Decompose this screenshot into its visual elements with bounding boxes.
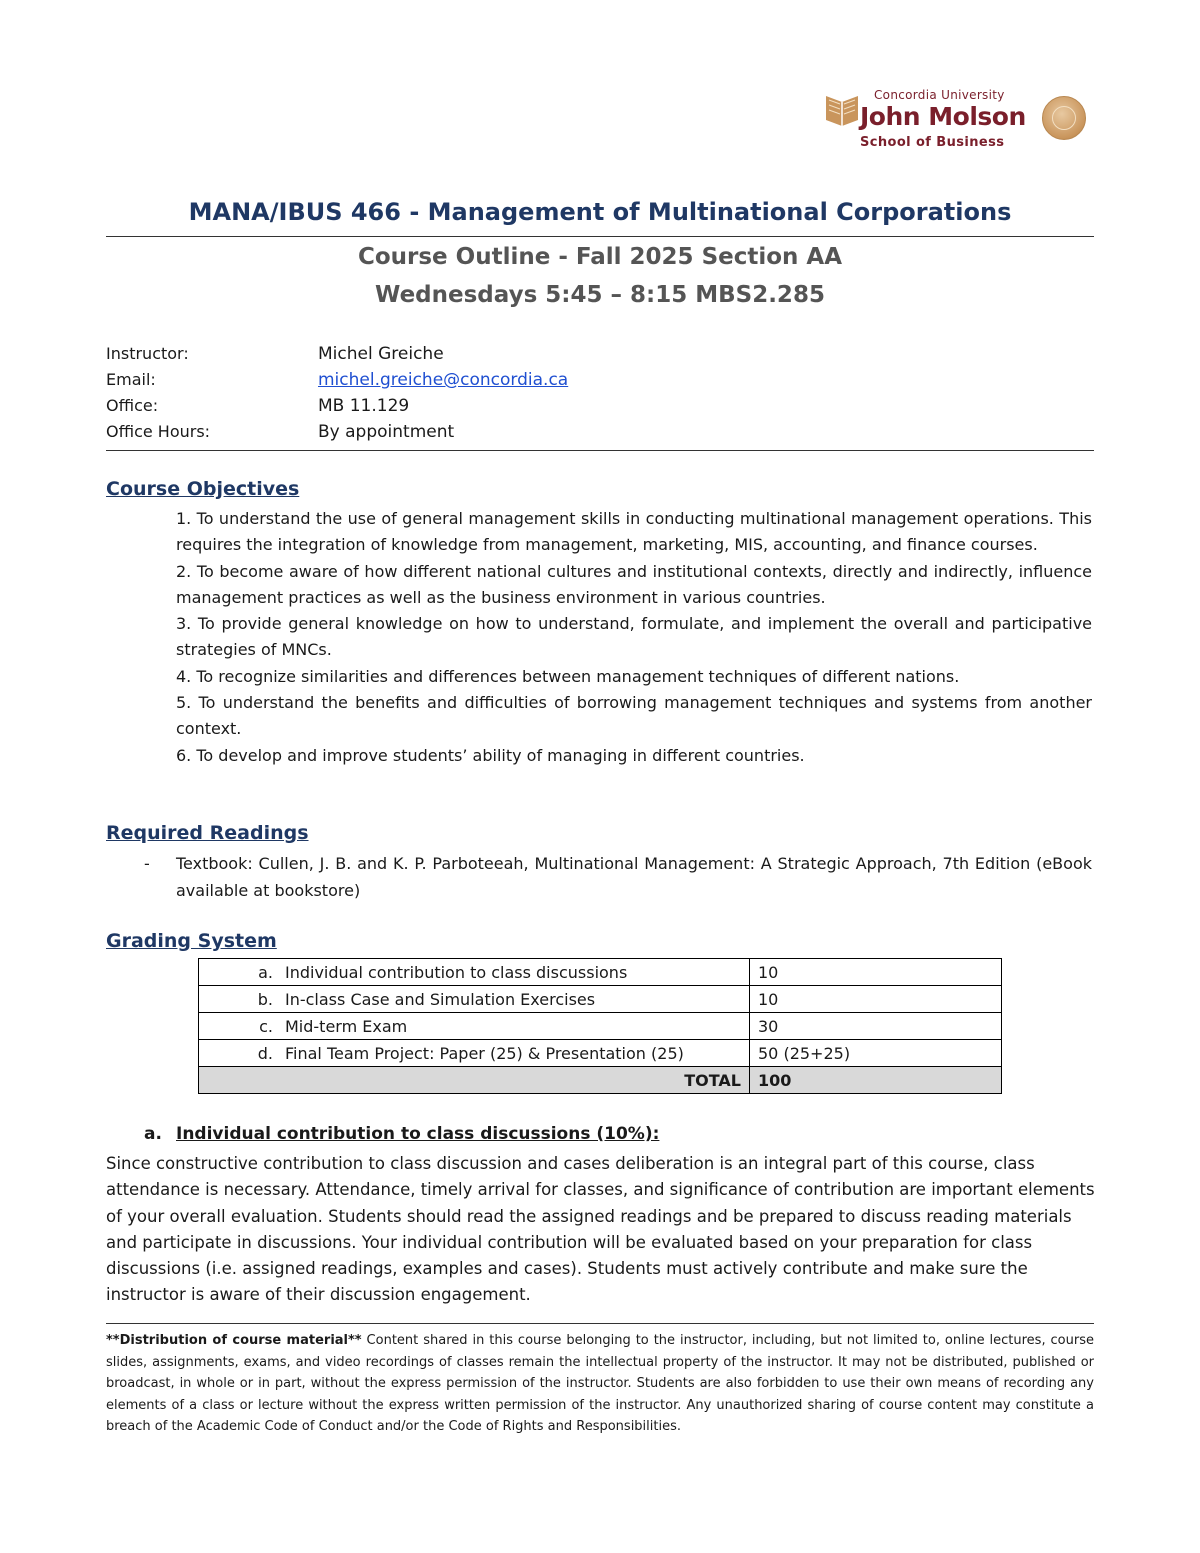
office-hours-label: Office Hours:: [106, 422, 211, 441]
objectives-heading: Course Objectives: [106, 478, 300, 500]
objective-item: 5. To understand the benefits and difficulties of borrowing management techniques and systems from another context.: [176, 693, 1092, 739]
logo-school: School of Business: [860, 135, 1005, 150]
section-a-body: Since constructive contribution to class discussion and cases deliberation is an integral part of this course, class attendance is necessary. Attendance, timely arrival for classes, and significance of contribution are important elements of your overall evaluation. Students should read the assigned readings and be prepared to discuss reading materials and participate in discussions. Your individual contribution will be evaluated based on your preparation for class discussions (i.e. assigned readings, examples and cases). Students must actively contribute and make sure the instructor is aware of their discussion engagement.: [106, 1154, 1095, 1305]
row-value: 10: [750, 986, 1002, 1013]
objective-item: 2. To become aware of how different national cultures and institutional contexts, directly and indirectly, influence management practices as well as the business environment in various countries.: [176, 561, 1092, 607]
total-row: [199, 1067, 1002, 1094]
objective-item: 3. To provide general knowledge on how to understand, formulate, and implement the overall and participative strategies of MNCs.: [176, 614, 1092, 660]
subtitle-schedule: Wednesdays 5:45 – 8:15 MBS2.285: [375, 282, 825, 308]
row-value: 10: [750, 959, 1002, 986]
instructor-value: Michel Greiche: [318, 344, 444, 364]
objective-item: 1. To understand the use of general management skills in conducting multinational management operations. This requires the integration of knowledge from management, marketing, MIS, accounting, and finance courses.: [176, 509, 1092, 555]
row-letter: d.: [257, 1043, 273, 1063]
total-label: TOTAL: [199, 1067, 750, 1094]
email-label: Email:: [106, 370, 156, 389]
row-label: Mid-term Exam: [285, 1016, 408, 1036]
instructor-info: [106, 341, 1094, 445]
table-row: [199, 1040, 1002, 1067]
readings-heading: Required Readings: [106, 822, 309, 844]
readings-list: [144, 850, 1092, 904]
office-hours-value: By appointment: [318, 422, 455, 442]
subtitle-term: Course Outline - Fall 2025 Section AA: [357, 244, 843, 270]
footnote: [106, 1330, 1094, 1438]
grading-heading: Grading System: [106, 930, 277, 952]
total-value: 100: [750, 1067, 1002, 1094]
title-divider: [106, 236, 1094, 237]
office-label: Office:: [106, 396, 159, 415]
textbook-reference: Textbook: Cullen, J. B. and K. P. Parboteeah, Multinational Management: A Strategic Approach, 7th Edition (eBook available at bookstore): [176, 854, 1092, 900]
row-letter: a.: [258, 962, 273, 982]
section-title: Individual contribution to class discussions (10%):: [176, 1124, 660, 1144]
row-letter: c.: [259, 1016, 273, 1036]
jmsb-logo: [824, 84, 1094, 154]
section-a-heading: [144, 1124, 659, 1144]
row-letter: b.: [257, 989, 273, 1009]
instructor-label: Instructor:: [106, 344, 189, 363]
objective-item: 4. To recognize similarities and differences between management techniques of different nations.: [176, 666, 960, 686]
page-title: MANA/IBUS 466 - Management of Multinational Corporations: [188, 198, 1012, 226]
aacsb-seal-icon: [1042, 96, 1086, 140]
table-row: [199, 986, 1002, 1013]
logo-name: John Molson: [860, 102, 1026, 131]
bullet-dash: -: [144, 854, 150, 873]
email-link[interactable]: michel.greiche@concordia.ca: [318, 370, 569, 390]
info-divider: [106, 450, 1094, 451]
row-label: Final Team Project: Paper (25) & Presentation (25): [285, 1043, 684, 1063]
table-row: [199, 1013, 1002, 1040]
open-book-icon: [824, 88, 860, 128]
row-label: In-class Case and Simulation Exercises: [285, 989, 596, 1009]
office-value: MB 11.129: [318, 396, 410, 416]
footnote-divider: [106, 1323, 1094, 1324]
row-value: 30: [750, 1013, 1002, 1040]
footnote-text: Content shared in this course belonging to the instructor, including, but not limited to, online lectures, course slides, assignments, exams, and video recordings of classes remain the intellectual property of the instructor. It may not be distributed, published or broadcast, in whole or in part, without the express permission of the instructor. Students are also forbidden to use their own means of recording any elements of a class or lecture without the express written permission of the instructor. Any unauthorized sharing of course content may constitute a breach of the Academic Code of Conduct and/or the Code of Rights and Responsibilities.: [106, 1333, 1094, 1435]
grading-table: [198, 958, 1002, 1094]
row-value: 50 (25+25): [750, 1040, 1002, 1067]
section-letter: a.: [144, 1124, 162, 1144]
row-label: Individual contribution to class discussions: [285, 962, 628, 982]
logo-university: Concordia University: [874, 88, 1005, 102]
table-row: [199, 959, 1002, 986]
objectives-list: [176, 506, 1092, 769]
objective-item: 6. To develop and improve students’ ability of managing in different countries.: [176, 745, 805, 765]
footnote-label: **Distribution of course material**: [106, 1333, 362, 1348]
